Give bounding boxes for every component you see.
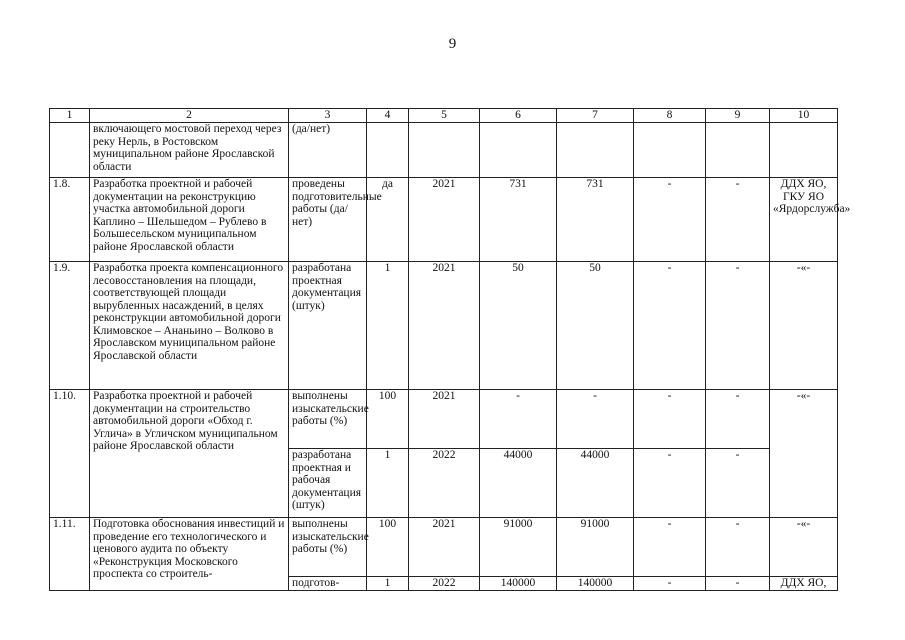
col8-cell: - [634, 178, 706, 262]
col8-cell: - [634, 518, 706, 577]
col7-cell: 140000 [557, 577, 634, 591]
header-cell: 8 [634, 109, 706, 123]
value-cell: 100 [367, 518, 409, 577]
row-number-cell: 1.8. [50, 178, 90, 262]
executor-cell: ДДХ ЯО, ГКУ ЯО «Ярдорслужба» [770, 178, 838, 262]
col6-cell: 50 [480, 262, 557, 390]
row-number-cell: 1.9. [50, 262, 90, 390]
col7-cell: 50 [557, 262, 634, 390]
value-cell: 1 [367, 577, 409, 591]
col7-cell: - [557, 390, 634, 449]
indicator-cell: подготов- [289, 577, 367, 591]
table-row-1-9 [50, 262, 838, 390]
indicator-cell: проведены подготовительные работы (да/нет) [289, 178, 367, 262]
col6-cell: 91000 [480, 518, 557, 577]
col6-cell: 44000 [480, 449, 557, 518]
col7-cell: 731 [557, 178, 634, 262]
col9-cell: - [706, 518, 770, 577]
indicator-cell: разработана проектная и рабочая документация (штук) [289, 449, 367, 518]
header-cell: 1 [50, 109, 90, 123]
executor-cell: -«- [770, 390, 838, 518]
col8-cell: - [634, 449, 706, 518]
indicator-cell: (да/нет) [289, 123, 367, 178]
table-row-1-8 [50, 178, 838, 262]
col8-cell: - [634, 577, 706, 591]
description-cell: Подготовка обоснования инвестиций и проведение его технологического и ценового аудита по объекту «Реконструкция Московского проспекта со строитель- [90, 518, 289, 591]
description-cell: включающего мостовой переход через реку Нерль, в Ростовском муниципальном районе Ярославской области [90, 123, 289, 178]
row-number-cell: 1.11. [50, 518, 90, 591]
col9-cell: - [706, 262, 770, 390]
table-row-1-10 [50, 390, 838, 449]
col9-cell: - [706, 390, 770, 449]
description-cell: Разработка проектной и рабочей документации на реконструкцию участка автомобильной дороги Каплино – Шельшедом – Рублево в Большесельском муниципальном районе Ярославской области [90, 178, 289, 262]
indicator-cell: выполнены изыскательские работы (%) [289, 518, 367, 577]
table-row-continuation [50, 123, 838, 178]
header-cell: 6 [480, 109, 557, 123]
col7-cell: 91000 [557, 518, 634, 577]
description-cell: Разработка проектной и рабочей документации на строительство автомобильной дороги «Обход г. Углича» в Угличском муниципальном районе Ярославской области [90, 390, 289, 518]
value-cell: 1 [367, 262, 409, 390]
year-cell: 2022 [409, 577, 480, 591]
table-row-1-11 [50, 518, 838, 577]
executor-cell: ДДХ ЯО, [770, 577, 838, 591]
col9-cell: - [706, 178, 770, 262]
header-cell: 7 [557, 109, 634, 123]
row-number-cell [50, 123, 90, 178]
col9-cell: - [706, 577, 770, 591]
header-cell: 3 [289, 109, 367, 123]
col6-cell: 731 [480, 178, 557, 262]
year-cell: 2021 [409, 262, 480, 390]
value-cell: да [367, 178, 409, 262]
col6-cell: 140000 [480, 577, 557, 591]
col9-cell: - [706, 449, 770, 518]
year-cell: 2021 [409, 518, 480, 577]
header-cell: 2 [90, 109, 289, 123]
page-number: 9 [448, 36, 457, 52]
col7-cell: 44000 [557, 449, 634, 518]
indicator-cell: разработана проектная документация (штук) [289, 262, 367, 390]
year-cell: 2021 [409, 178, 480, 262]
header-cell: 9 [706, 109, 770, 123]
header-cell: 5 [409, 109, 480, 123]
value-cell: 100 [367, 390, 409, 449]
indicator-cell: выполнены изыскательские работы (%) [289, 390, 367, 449]
col8-cell: - [634, 390, 706, 449]
header-cell: 4 [367, 109, 409, 123]
description-cell: Разработка проекта компенсационного лесовосстановления на площади, соответствующей площади вырубленных насаждений, в целях реконструкции автомобильной дороги Климовское – Ананьино – Волково в Ярославском муниципальном районе Ярославской области [90, 262, 289, 390]
year-cell: 2021 [409, 390, 480, 449]
executor-cell: -«- [770, 518, 838, 577]
executor-cell: -«- [770, 262, 838, 390]
col8-cell: - [634, 262, 706, 390]
col6-cell: - [480, 390, 557, 449]
program-table [49, 108, 851, 591]
year-cell: 2022 [409, 449, 480, 518]
header-row [50, 109, 838, 123]
row-number-cell: 1.10. [50, 390, 90, 518]
value-cell: 1 [367, 449, 409, 518]
header-cell: 10 [770, 109, 838, 123]
